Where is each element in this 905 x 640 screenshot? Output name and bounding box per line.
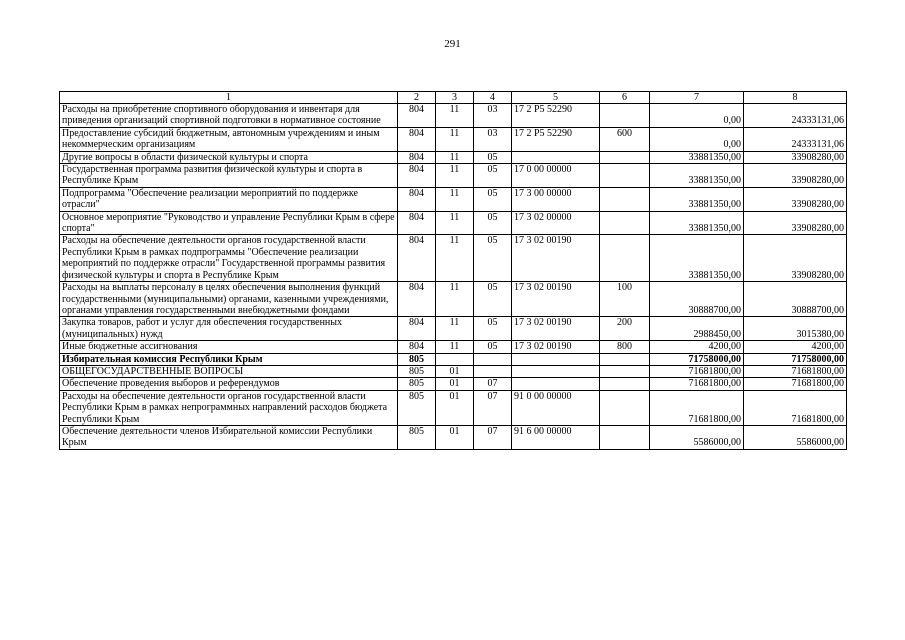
subsection-cell: 05: [474, 235, 512, 282]
table-row: [60, 187, 847, 211]
table-row: [60, 353, 847, 365]
target-article-cell: 17 0 00 00000: [512, 164, 600, 188]
table-row: [60, 164, 847, 188]
section-cell: 11: [436, 235, 474, 282]
header-cell: 6: [600, 92, 650, 104]
subsection-cell: 05: [474, 164, 512, 188]
row-name-cell: Расходы на обеспечение деятельности органов государственной власти Республики Крым в рамках непрограммных направлений расходов бюджета Республики Крым: [60, 390, 398, 425]
code-cell: 804: [398, 187, 436, 211]
row-name-cell: Предоставление субсидий бюджетным, автономным учреждениям и иным некоммерческим организациям: [60, 127, 398, 151]
expense-type-cell: [600, 187, 650, 211]
row-name-cell: Избирательная комиссия Республики Крым: [60, 353, 398, 365]
target-article-cell: [512, 378, 600, 390]
table-row: [60, 282, 847, 317]
row-name-cell: Другие вопросы в области физической культуры и спорта: [60, 151, 398, 163]
target-article-cell: 17 2 P5 52290: [512, 127, 600, 151]
amount-cell: 71681800,00: [744, 365, 847, 377]
section-cell: 11: [436, 104, 474, 128]
code-cell: 805: [398, 378, 436, 390]
code-cell: 804: [398, 151, 436, 163]
amount-cell: 33908280,00: [744, 211, 847, 235]
amount-cell: 5586000,00: [744, 425, 847, 449]
code-cell: 804: [398, 127, 436, 151]
amount-cell: 71758000,00: [744, 353, 847, 365]
target-article-cell: 17 3 00 00000: [512, 187, 600, 211]
code-cell: 805: [398, 425, 436, 449]
amount-cell: 2988450,00: [650, 317, 744, 341]
amount-cell: 71681800,00: [650, 378, 744, 390]
subsection-cell: 05: [474, 211, 512, 235]
amount-cell: 0,00: [650, 104, 744, 128]
subsection-cell: 05: [474, 282, 512, 317]
target-article-cell: [512, 353, 600, 365]
subsection-cell: 03: [474, 127, 512, 151]
table-row: [60, 390, 847, 425]
table-row: [60, 341, 847, 353]
subsection-cell: [474, 353, 512, 365]
section-cell: 11: [436, 282, 474, 317]
expense-type-cell: [600, 378, 650, 390]
amount-cell: 71681800,00: [744, 390, 847, 425]
amount-cell: 33881350,00: [650, 164, 744, 188]
amount-cell: 33881350,00: [650, 211, 744, 235]
row-name-cell: Иные бюджетные ассигнования: [60, 341, 398, 353]
code-cell: 804: [398, 317, 436, 341]
row-name-cell: Основное мероприятие "Руководство и управление Республики Крым в сфере спорта": [60, 211, 398, 235]
target-article-cell: [512, 365, 600, 377]
section-cell: 11: [436, 164, 474, 188]
section-cell: 01: [436, 378, 474, 390]
subsection-cell: 05: [474, 317, 512, 341]
amount-cell: 24333131,06: [744, 127, 847, 151]
table-row: [60, 365, 847, 377]
table-row: [60, 127, 847, 151]
subsection-cell: 05: [474, 151, 512, 163]
section-cell: 11: [436, 317, 474, 341]
amount-cell: 5586000,00: [650, 425, 744, 449]
target-article-cell: 17 3 02 00190: [512, 317, 600, 341]
code-cell: 804: [398, 235, 436, 282]
table-row: [60, 378, 847, 390]
section-cell: 01: [436, 365, 474, 377]
amount-cell: 71758000,00: [650, 353, 744, 365]
code-cell: 805: [398, 365, 436, 377]
expense-type-cell: [600, 390, 650, 425]
amount-cell: 33881350,00: [650, 187, 744, 211]
section-cell: 01: [436, 425, 474, 449]
amount-cell: 33881350,00: [650, 151, 744, 163]
section-cell: 11: [436, 127, 474, 151]
header-cell: 5: [512, 92, 600, 104]
code-cell: 804: [398, 104, 436, 128]
header-cell: 2: [398, 92, 436, 104]
expense-type-cell: [600, 104, 650, 128]
amount-cell: 4200,00: [650, 341, 744, 353]
table-row: [60, 317, 847, 341]
amount-cell: 0,00: [650, 127, 744, 151]
header-cell: 1: [60, 92, 398, 104]
amount-cell: 33881350,00: [650, 235, 744, 282]
header-cell: 7: [650, 92, 744, 104]
row-name-cell: Государственная программа развития физической культуры и спорта в Республике Крым: [60, 164, 398, 188]
expense-type-cell: 800: [600, 341, 650, 353]
target-article-cell: 17 3 02 00190: [512, 341, 600, 353]
expense-type-cell: [600, 211, 650, 235]
expense-type-cell: [600, 425, 650, 449]
amount-cell: 24333131,06: [744, 104, 847, 128]
amount-cell: 33908280,00: [744, 151, 847, 163]
target-article-cell: 91 6 00 00000: [512, 425, 600, 449]
code-cell: 805: [398, 390, 436, 425]
table-row: [60, 104, 847, 128]
amount-cell: 33908280,00: [744, 235, 847, 282]
row-name-cell: Расходы на приобретение спортивного оборудования и инвентаря для приведения организаций спортивной подготовки в нормативное состояние: [60, 104, 398, 128]
row-name-cell: Расходы на выплаты персоналу в целях обеспечения выполнения функций государственными (муниципальными) органами, казенными учреждениями, органами управления государственными внебюджетными фондами: [60, 282, 398, 317]
expense-type-cell: 200: [600, 317, 650, 341]
subsection-cell: 07: [474, 390, 512, 425]
target-article-cell: 17 3 02 00190: [512, 235, 600, 282]
header-row: [60, 92, 847, 104]
amount-cell: 30888700,00: [650, 282, 744, 317]
code-cell: 804: [398, 282, 436, 317]
row-name-cell: Закупка товаров, работ и услуг для обеспечения государственных (муниципальных) нужд: [60, 317, 398, 341]
expense-type-cell: [600, 151, 650, 163]
row-name-cell: Обеспечение проведения выборов и референдумов: [60, 378, 398, 390]
amount-cell: 33908280,00: [744, 187, 847, 211]
code-cell: 804: [398, 341, 436, 353]
section-cell: 11: [436, 341, 474, 353]
amount-cell: 33908280,00: [744, 164, 847, 188]
subsection-cell: 05: [474, 341, 512, 353]
expense-type-cell: 100: [600, 282, 650, 317]
table-row: [60, 211, 847, 235]
target-article-cell: 17 3 02 00000: [512, 211, 600, 235]
subsection-cell: 07: [474, 378, 512, 390]
subsection-cell: [474, 365, 512, 377]
target-article-cell: [512, 151, 600, 163]
row-name-cell: Обеспечение деятельности членов Избирательной комиссии Республики Крым: [60, 425, 398, 449]
expense-type-cell: [600, 353, 650, 365]
target-article-cell: 17 3 02 00190: [512, 282, 600, 317]
table-row: [60, 235, 847, 282]
subsection-cell: 07: [474, 425, 512, 449]
header-cell: 3: [436, 92, 474, 104]
amount-cell: 71681800,00: [744, 378, 847, 390]
header-cell: 8: [744, 92, 847, 104]
code-cell: 804: [398, 164, 436, 188]
expense-type-cell: [600, 164, 650, 188]
expense-type-cell: [600, 365, 650, 377]
row-name-cell: ОБЩЕГОСУДАРСТВЕННЫЕ ВОПРОСЫ: [60, 365, 398, 377]
budget-table: [59, 91, 847, 450]
code-cell: 805: [398, 353, 436, 365]
expense-type-cell: 600: [600, 127, 650, 151]
row-name-cell: Подпрограмма "Обеспечение реализации мероприятий по поддержке отрасли": [60, 187, 398, 211]
subsection-cell: 05: [474, 187, 512, 211]
table-row: [60, 151, 847, 163]
amount-cell: 3015380,00: [744, 317, 847, 341]
row-name-cell: Расходы на обеспечение деятельности органов государственной власти Республики Крым в рамках подпрограммы "Обеспечение реализации мероприятий по поддержке отрасли" Государственной программы развития физической культуры и спорта в Республике Крым: [60, 235, 398, 282]
subsection-cell: 03: [474, 104, 512, 128]
code-cell: 804: [398, 211, 436, 235]
page-number: 291: [444, 38, 461, 50]
section-cell: 11: [436, 187, 474, 211]
section-cell: 11: [436, 211, 474, 235]
amount-cell: 71681800,00: [650, 390, 744, 425]
target-article-cell: 91 0 00 00000: [512, 390, 600, 425]
section-cell: [436, 353, 474, 365]
section-cell: 11: [436, 151, 474, 163]
header-cell: 4: [474, 92, 512, 104]
amount-cell: 71681800,00: [650, 365, 744, 377]
amount-cell: 30888700,00: [744, 282, 847, 317]
section-cell: 01: [436, 390, 474, 425]
amount-cell: 4200,00: [744, 341, 847, 353]
expense-type-cell: [600, 235, 650, 282]
target-article-cell: 17 2 P5 52290: [512, 104, 600, 128]
table-row: [60, 425, 847, 449]
